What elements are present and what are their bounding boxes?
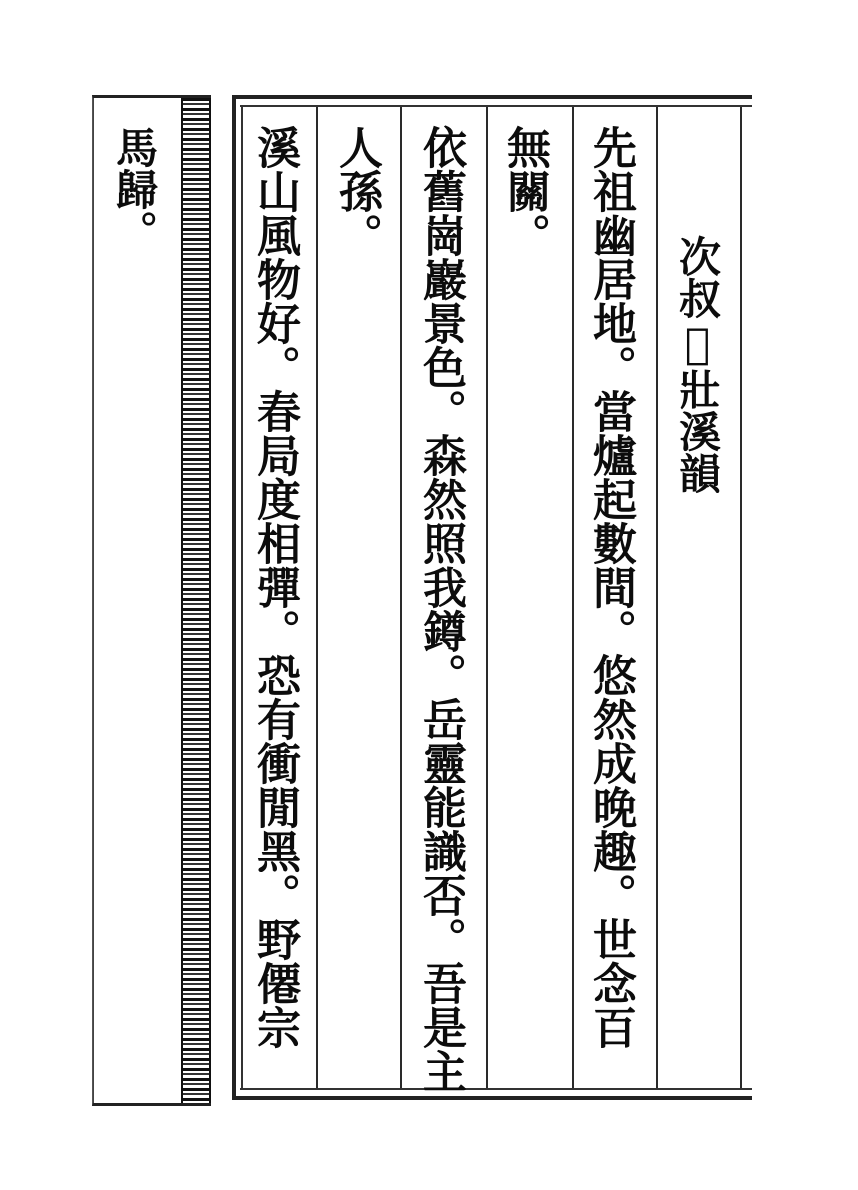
column-rule [572, 107, 574, 1088]
main-leaf [232, 95, 752, 1100]
column-rule [316, 107, 318, 1088]
column-rule [656, 107, 658, 1088]
top-border [232, 95, 752, 99]
leaf-left-rule [93, 98, 94, 1103]
column-rule [740, 107, 742, 1088]
previous-leaf [92, 95, 211, 1106]
previous-leaf-text: 馬歸。 [110, 126, 159, 252]
poem-line-1: 先祖幽居地。當爐起數間。悠然成晚趣。世念百 [585, 125, 636, 1049]
poem-line-2: 無關。 [499, 125, 550, 257]
bottom-border [232, 1096, 752, 1100]
left-border [232, 95, 236, 1100]
poem-line-4: 人孫。 [331, 125, 382, 257]
poem-title: 次叔𥠖壯溪韻 [673, 235, 722, 494]
poem-line-3: 依舊崗巖景色。森然照我鐏。岳靈能識否。吾是主 [415, 125, 466, 1093]
binding-gutter [181, 98, 211, 1103]
poem-line-5: 溪山風物好。春局度相彈。恐有衝閒黑。野僊宗 [249, 125, 300, 1049]
bottom-inner-border [240, 1088, 752, 1090]
left-inner-border [241, 105, 243, 1090]
column-rule [400, 107, 402, 1088]
column-rule [486, 107, 488, 1088]
